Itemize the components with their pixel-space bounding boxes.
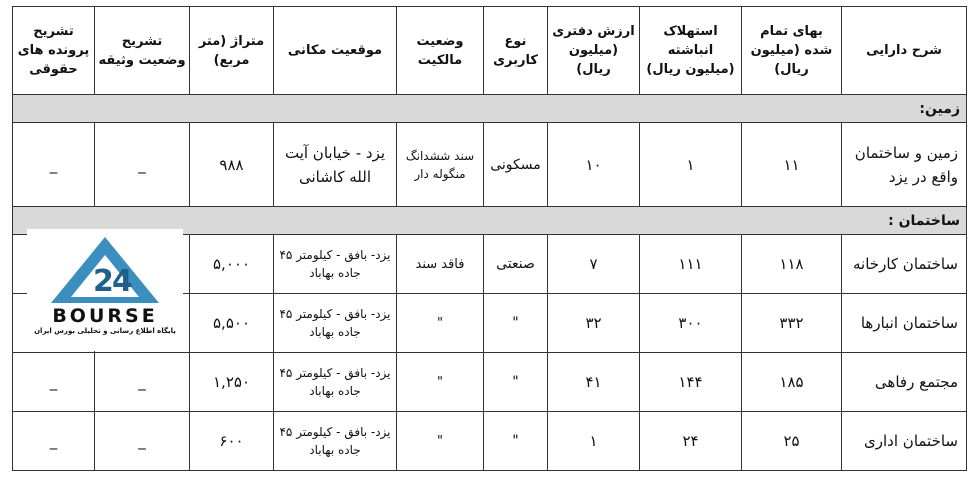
svg-text:4: 4 (112, 264, 133, 299)
cell-usage: " (484, 294, 548, 353)
col-header-deed-status: تشریح وضعیت وثیقه (95, 7, 190, 95)
cell-usage: " (484, 353, 548, 412)
cell-description: ساختمان کارخانه (842, 235, 967, 294)
cell-deed: _ (95, 412, 190, 471)
cell-ownership: " (397, 412, 484, 471)
cell-legal: _ (13, 123, 95, 207)
cell-usage: صنعتی (484, 235, 548, 294)
cell-description: مجتمع رفاهی (842, 353, 967, 412)
cell-book-value: ۱ (548, 412, 640, 471)
cell-usage: مسکونی (484, 123, 548, 207)
cell-location: یزد- بافق - کیلومتر ۴۵ جاده بهاباد (274, 412, 397, 471)
cell-description: ساختمان اداری (842, 412, 967, 471)
table-row (13, 353, 967, 412)
cell-depreciation: ۱۱۱ (640, 235, 742, 294)
cell-depreciation: ۳۰۰ (640, 294, 742, 353)
cell-cost: ۲۵ (742, 412, 842, 471)
cell-cost: ۱۱۸ (742, 235, 842, 294)
col-header-legal-cases: تشریح پرونده های حقوقی (13, 7, 95, 95)
cell-usage: " (484, 412, 548, 471)
cell-cost: ۳۳۲ (742, 294, 842, 353)
section-title-building: ساختمان : (13, 207, 967, 235)
cell-legal: _ (13, 412, 95, 471)
cell-ownership: فاقد سند (397, 235, 484, 294)
cell-ownership: " (397, 353, 484, 412)
table-row (13, 123, 967, 207)
cell-area: ۵,۰۰۰ (190, 235, 274, 294)
cell-location: یزد- بافق - کیلومتر ۴۵ جاده بهاباد (274, 235, 397, 294)
bourse-tagline: پایگاه اطلاع رسانی و تحلیلی بورس ایران (34, 327, 176, 335)
cell-location: یزد - خیابان آیت الله کاشانی (274, 123, 397, 207)
col-header-book-value: ارزش دفتری (میلیون ریال) (548, 7, 640, 95)
cell-area: ۶۰۰ (190, 412, 274, 471)
cell-area: ۵,۵۰۰ (190, 294, 274, 353)
cell-depreciation: ۲۴ (640, 412, 742, 471)
cell-ownership: " (397, 294, 484, 353)
col-header-area: متراژ (متر مربع) (190, 7, 274, 95)
cell-description: ساختمان انبارها (842, 294, 967, 353)
svg-text:2: 2 (93, 264, 114, 299)
section-row-land (13, 95, 967, 123)
cell-book-value: ۱۰ (548, 123, 640, 207)
cell-book-value: ۷ (548, 235, 640, 294)
cell-ownership: سند ششدانگ منگوله دار (397, 123, 484, 207)
cell-book-value: ۴۱ (548, 353, 640, 412)
cell-deed: _ (95, 123, 190, 207)
cell-book-value: ۳۲ (548, 294, 640, 353)
bourse-brand-text: BOURSE (52, 305, 158, 327)
cell-depreciation: ۱۴۴ (640, 353, 742, 412)
section-title-land: زمین: (13, 95, 967, 123)
bourse-triangle-icon (27, 229, 183, 307)
cell-deed: _ (95, 353, 190, 412)
cell-legal: _ (13, 353, 95, 412)
cell-area: ۱,۲۵۰ (190, 353, 274, 412)
cell-location: یزد- بافق - کیلومتر ۴۵ جاده بهاباد (274, 294, 397, 353)
cell-area: ۹۸۸ (190, 123, 274, 207)
cell-depreciation: ۱ (640, 123, 742, 207)
col-header-description: شرح دارایی (842, 7, 967, 95)
col-header-location: موقعیت مکانی (274, 7, 397, 95)
cell-cost: ۱۸۵ (742, 353, 842, 412)
bourse-watermark-logo (27, 229, 183, 351)
col-header-completed-cost: بهای تمام شده (میلیون ریال) (742, 7, 842, 95)
col-header-usage-type: نوع کاربری (484, 7, 548, 95)
cell-cost: ۱۱ (742, 123, 842, 207)
cell-location: یزد- بافق - کیلومتر ۴۵ جاده بهاباد (274, 353, 397, 412)
col-header-accum-depreciation: استهلاک انباشته (میلیون ریال) (640, 7, 742, 95)
cell-description: زمین و ساختمان واقع در یزد (842, 123, 967, 207)
header-row (13, 7, 967, 95)
col-header-ownership-status: وضعیت مالکیت (397, 7, 484, 95)
table-row (13, 412, 967, 471)
